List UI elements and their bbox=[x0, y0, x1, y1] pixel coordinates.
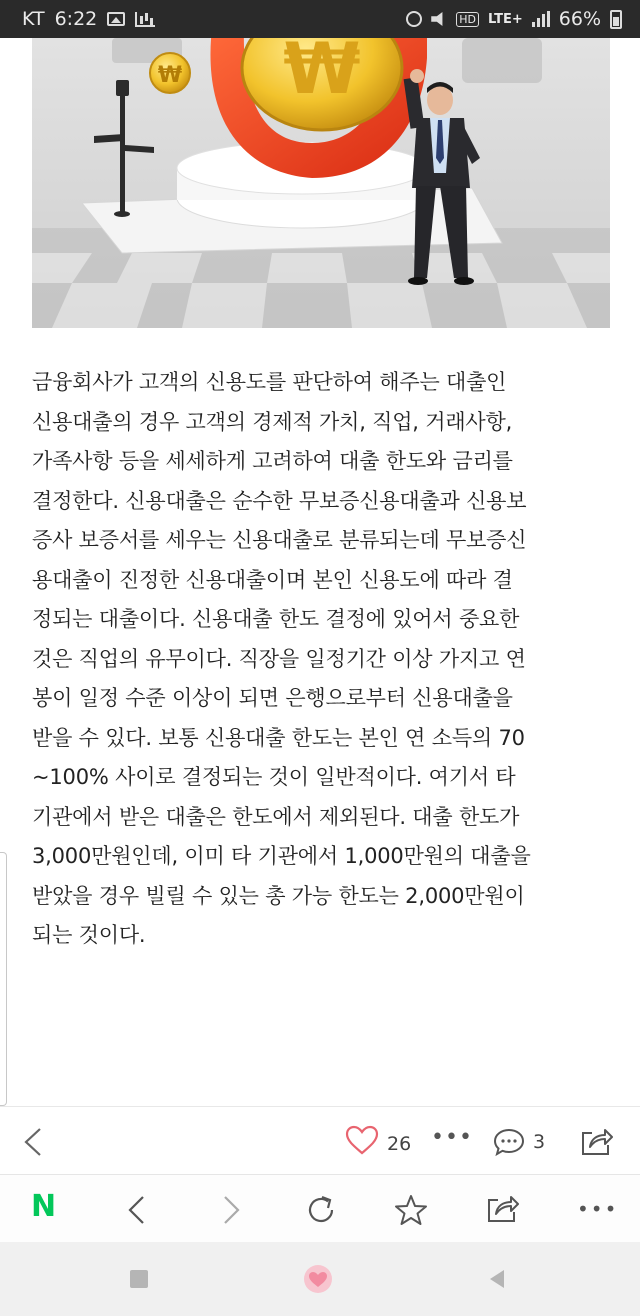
chart-notification-icon bbox=[135, 12, 155, 27]
article-hero-image bbox=[32, 38, 610, 328]
star-icon[interactable] bbox=[394, 1193, 428, 1227]
hd-badge: HD bbox=[456, 12, 479, 27]
chevron-left-icon[interactable] bbox=[22, 1127, 44, 1157]
status-bar bbox=[0, 0, 640, 38]
share-icon[interactable] bbox=[486, 1192, 520, 1224]
article-line: 봉이 일정 수준 이상이 되면 은행으로부터 신용대출을 bbox=[32, 686, 513, 710]
square-icon[interactable] bbox=[130, 1270, 148, 1288]
triangle-back-icon[interactable] bbox=[488, 1268, 506, 1290]
like-count: 26 bbox=[387, 1133, 412, 1155]
article-line: 용대출이 진정한 신용대출이며 본인 신용도에 따라 결 bbox=[32, 567, 513, 592]
svg-text:₩: ₩ bbox=[283, 38, 361, 110]
comment-button[interactable] bbox=[493, 1127, 545, 1157]
browser-toolbar bbox=[0, 1174, 640, 1242]
article-line: 것은 직업의 유무이다. 직장을 일정기간 이상 가지고 연 bbox=[32, 646, 526, 671]
article-line: 되는 것이다. bbox=[32, 923, 146, 947]
article-line: 증사 보증서를 세우는 신용대출로 분류되는데 무보증신 bbox=[32, 528, 527, 552]
mute-icon bbox=[431, 12, 447, 26]
system-navigation-bar bbox=[0, 1242, 640, 1316]
naver-home-button[interactable]: N bbox=[31, 1189, 57, 1224]
status-left bbox=[22, 8, 155, 30]
edge-panel-handle[interactable] bbox=[0, 852, 7, 1106]
clock: 6:22 bbox=[54, 8, 98, 30]
article-line: 정되는 대출이다. 신용대출 한도 결정에 있어서 중요한 bbox=[32, 607, 520, 631]
carrier-label: KT bbox=[22, 8, 45, 30]
comment-count: 3 bbox=[533, 1131, 546, 1153]
won-coin-businessman-illustration bbox=[32, 38, 610, 328]
article-line: 받을 수 있다. 보통 신용대출 한도는 본인 연 소득의 70 bbox=[32, 725, 525, 750]
chevron-left-icon[interactable] bbox=[126, 1195, 146, 1225]
article-line: 3,000만원인데, 이미 타 기관에서 1,000만원의 대출을 bbox=[32, 844, 531, 868]
battery-icon bbox=[610, 10, 622, 29]
battery-percent: 66% bbox=[558, 8, 601, 30]
post-action-bar bbox=[0, 1106, 640, 1174]
article-line: 결정한다. 신용대출은 순수한 무보증신용대출과 신용보 bbox=[32, 488, 527, 513]
signal-icon bbox=[532, 11, 550, 27]
like-button[interactable] bbox=[345, 1125, 411, 1155]
refresh-icon[interactable] bbox=[304, 1193, 338, 1227]
article-line: 받았을 경우 빌릴 수 있는 총 가능 한도는 2,000만원이 bbox=[32, 883, 525, 908]
article-line: 가족사항 등을 세세하게 고려하여 대출 한도와 금리를 bbox=[32, 449, 513, 473]
heart-icon bbox=[345, 1125, 379, 1155]
article-line: ~100% 사이로 결정되는 것이 일반적이다. 여기서 타 bbox=[32, 765, 516, 789]
share-icon[interactable] bbox=[580, 1125, 614, 1157]
article-body bbox=[32, 363, 610, 956]
status-right bbox=[406, 8, 622, 30]
svg-text:₩: ₩ bbox=[157, 63, 183, 88]
alarm-icon bbox=[406, 11, 422, 27]
article-line: 금융회사가 고객의 신용도를 판단하여 해주는 대출인 bbox=[32, 370, 507, 394]
heart-home-icon[interactable] bbox=[303, 1264, 333, 1294]
gallery-notification-icon bbox=[107, 12, 125, 26]
more-options-button[interactable]: ••• bbox=[431, 1125, 473, 1150]
chevron-right-icon[interactable] bbox=[222, 1195, 242, 1225]
network-label: LTE+ bbox=[487, 11, 523, 27]
article-line: 신용대출의 경우 고객의 경제적 가치, 직업, 거래사항, bbox=[32, 409, 513, 434]
browser-menu-button[interactable]: ••• bbox=[577, 1197, 619, 1221]
article-line: 기관에서 받은 대출은 한도에서 제외된다. 대출 한도가 bbox=[32, 804, 520, 829]
comment-icon bbox=[493, 1127, 525, 1157]
